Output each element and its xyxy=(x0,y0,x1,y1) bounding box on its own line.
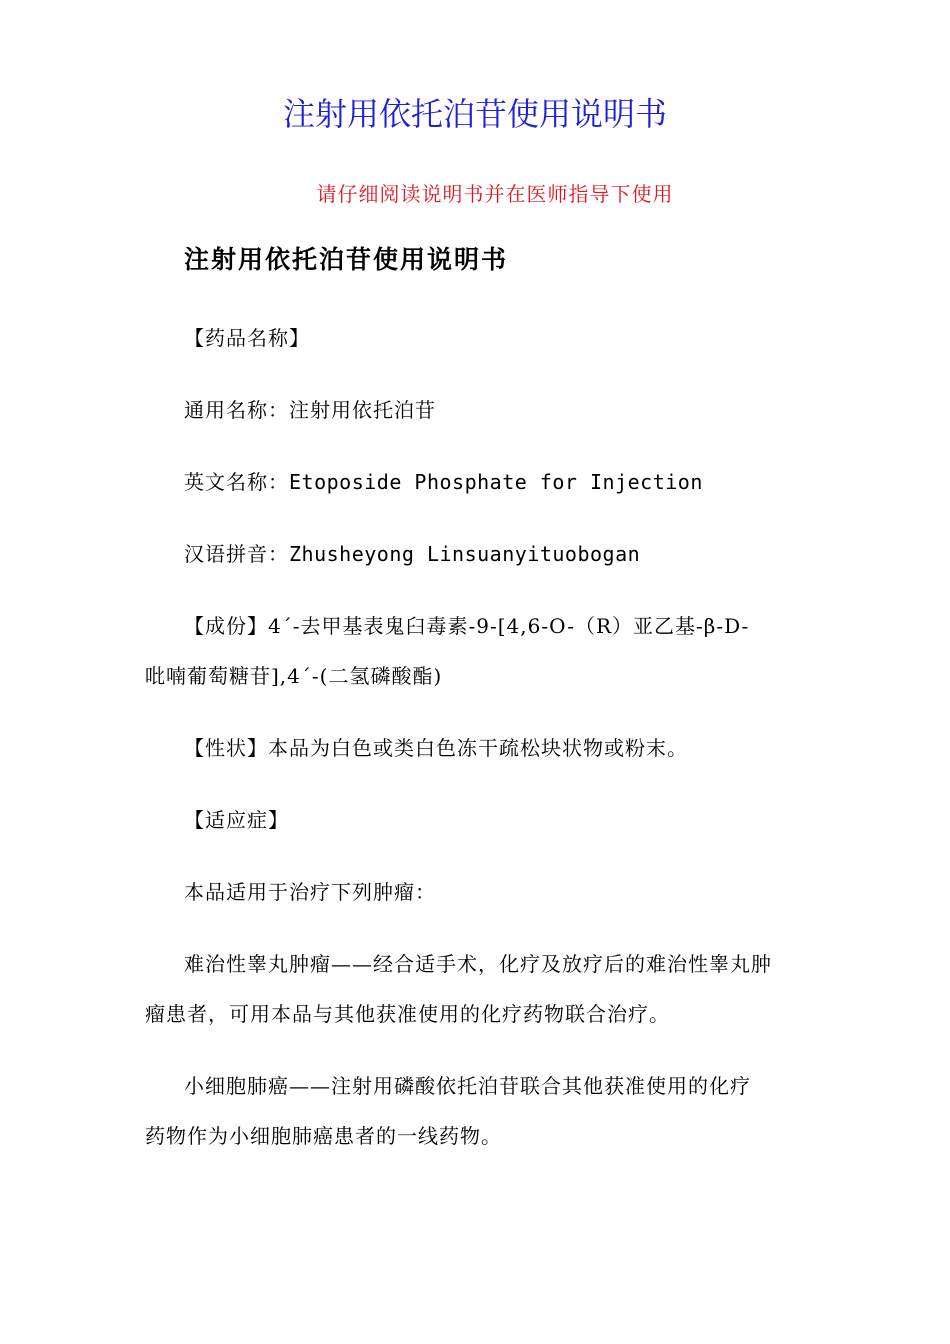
testicular-tumor-line2: 瘤患者，可用本品与其他获准使用的化疗药物联合治疗。 xyxy=(145,1002,670,1026)
properties-heading: 【性状】 xyxy=(184,736,268,760)
pinyin-name-row xyxy=(184,540,640,568)
english-name-label: 英文名称： xyxy=(184,470,289,494)
english-name-value: Etoposide Phosphate for Injection xyxy=(289,470,703,494)
ingredients-text-line2: 吡喃葡萄糖苷],4´-(二氢磷酸酯) xyxy=(145,664,443,688)
indications-heading: 【适应症】 xyxy=(184,808,289,832)
properties-row xyxy=(184,734,688,762)
generic-name-label: 通用名称： xyxy=(184,398,289,422)
generic-name-row xyxy=(184,396,436,424)
ingredients-heading: 【成份】 xyxy=(184,614,268,638)
small-cell-lung-cancer-line2: 药物作为小细胞肺癌患者的一线药物。 xyxy=(145,1124,502,1148)
document-subtitle: 注射用依托泊苷使用说明书 xyxy=(184,245,509,274)
pinyin-name-label: 汉语拼音： xyxy=(184,542,289,566)
testicular-tumor-line1: 难治性睾丸肿瘤——经合适手术，化疗及放疗后的难治性睾丸肿 xyxy=(184,952,772,976)
drug-name-heading: 【药品名称】 xyxy=(184,326,310,350)
usage-notice: 请仔细阅读说明书并在医师指导下使用 xyxy=(316,182,674,206)
properties-text: 本品为白色或类白色冻干疏松块状物或粉末。 xyxy=(268,736,688,760)
pinyin-name-value: Zhusheyong Linsuanyituobogan xyxy=(289,542,641,566)
page-title: 注射用依托泊苷使用说明书 xyxy=(282,95,667,133)
ingredients-row xyxy=(184,612,749,640)
indications-intro: 本品适用于治疗下列肿瘤： xyxy=(184,880,436,904)
ingredients-text-line1: 4´-去甲基表鬼臼毒素-9-[4,6-O-（R）亚乙基-β-D- xyxy=(268,614,750,638)
small-cell-lung-cancer-line1: 小细胞肺癌——注射用磷酸依托泊苷联合其他获准使用的化疗 xyxy=(184,1074,751,1098)
english-name-row xyxy=(184,468,703,496)
generic-name-value: 注射用依托泊苷 xyxy=(289,398,436,422)
